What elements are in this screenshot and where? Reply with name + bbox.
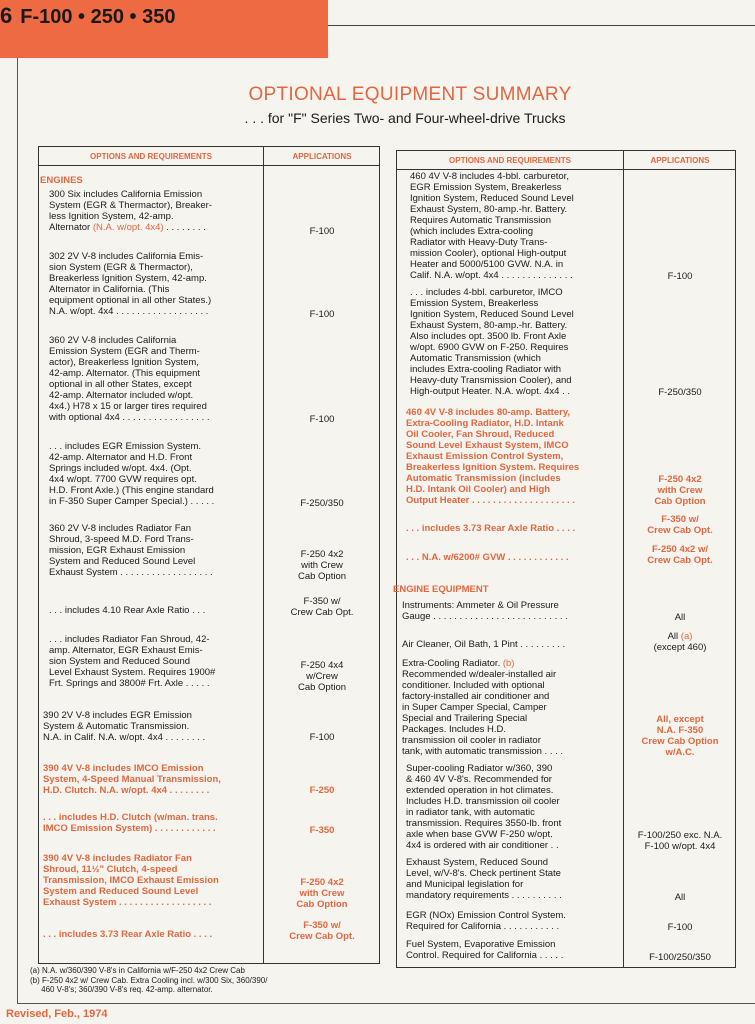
table-row-option: Air Cleaner, Oil Bath, 1 Pint . . . . . . . . . bbox=[402, 639, 566, 650]
table-row-option: . . . N.A. w/6200# GVW . . . . . . . . . . . . bbox=[406, 552, 569, 563]
frame-left-rule bbox=[17, 58, 18, 1004]
table-row-application: F-350 w/ Crew Cab Opt. bbox=[289, 920, 355, 942]
table-row-application: F-100 bbox=[667, 271, 693, 282]
page-title: OPTIONAL EQUIPMENT SUMMARY bbox=[248, 84, 572, 105]
table-row-option: Fuel System, Evaporative Emission Control. Required for California . . . . . bbox=[406, 939, 564, 961]
table-row-option: . . . includes 3.73 Rear Axle Ratio . . . . bbox=[406, 523, 576, 534]
header-rule bbox=[328, 25, 755, 26]
page-header bbox=[0, 3, 175, 29]
right-table bbox=[393, 150, 736, 968]
table-row-application: F-250 4x2 with Crew Cab Option bbox=[654, 474, 706, 507]
table-row-application: F-100 bbox=[667, 922, 693, 933]
table-row-option: Extra-Cooling Radiator. (b) Recommended w/dealer-installed air conditioner. Included with optional factory-installed air conditioner and in Super Camper Special, Camper Special and Trailering Special Packages. Includes H.D. transmission oil cooler in radiator tank, with automatic transmission . . . . bbox=[402, 658, 564, 757]
table-row-application: F-250 4x2 w/ Crew Cab Opt. bbox=[647, 544, 713, 566]
table-row-option: 390 4V V-8 includes Radiator Fan Shroud, 11½" Clutch, 4-speed Transmission, IMCO Exhaust Emission System and Reduced Sound Level Exhaust System . . . . . . . . . . . . . . . . . . bbox=[43, 853, 219, 908]
table-row-option: . . . includes H.D. Clutch (w/man. trans. IMCO Emission System) . . . . . . . . . . . . bbox=[43, 812, 218, 834]
table-row-application: F-100/250/350 bbox=[649, 952, 711, 963]
table-row-option: Super-cooling Radiator w/360, 390 & 460 4V V-8's. Recommended for extended operation in hot climates. Includes H.D. transmission oil cooler in radiator tank, with automatic transmission. Requires 3550-lb. front axle when base GVW F-250 w/opt. 4x4 is ordered with air conditioner . . bbox=[406, 763, 562, 851]
table-row-application: F-250 bbox=[309, 785, 335, 796]
table-row-application: All bbox=[674, 612, 686, 623]
page-number: 6 bbox=[0, 3, 13, 28]
table-row-option: . . . includes 4.10 Rear Axle Ratio . . . bbox=[49, 605, 206, 616]
revision-date: Revised, Feb., 1974 bbox=[6, 1008, 108, 1020]
table-row-application: F-100/250 exc. N.A. F-100 w/opt. 4x4 bbox=[637, 830, 723, 852]
table-row-application: F-250/350 bbox=[300, 498, 344, 509]
table-row-application: F-350 w/ Crew Cab Opt. bbox=[290, 596, 354, 618]
left-col-header-applications: APPLICATIONS bbox=[292, 152, 352, 161]
table-row-option: . . . includes EGR Emission System. 42-amp. Alternator and H.D. Front Springs included w/opt. 4x4. (Opt. 4x4 w/opt. 7700 GVW requires opt. H.D. Front Axle.) (This engine standard in F-350 Super Camper Special.) . . . . . bbox=[49, 441, 215, 507]
table-row-option: Exhaust System, Reduced Sound Level, w/V-8's. Check pertinent State and Municipal legislation for mandatory requirements . . . . . . . . . . bbox=[406, 857, 562, 901]
table-row-option: 300 Six includes California Emission System (EGR & Thermactor), Breaker- less Ignition System, 42-amp. Alternator (N.A. w/opt. 4x4) . . . . . . . . bbox=[49, 189, 212, 233]
table-row-option: . . . includes Radiator Fan Shroud, 42- amp. Alternator, EGR Exhaust Emis- sion System and Reduced Sound Level Exhaust System. Requires 1900# Frt. Springs and 3800# Frt. Axle . . . . . bbox=[49, 634, 216, 689]
table-row-option: Instruments: Ammeter & Oil Pressure Gauge . . . . . . . . . . . . . . . . . . . . . . . . . . bbox=[402, 600, 568, 622]
table-row-option: . . . includes 4-bbl. carburetor, IMCO Emission System, Breakerless Ignition System, Reduced Sound Level Exhaust System, 80-amp.-hr. Battery. Also includes opt. 3500 lb. Front Axle w/opt. 6900 GVW on F-250. Requires Automatic Transmission (which includes Extra-cooling Radiator with Heavy-duty Transmission Cooler), and High-output Heater. N.A. w/opt. 4x4 . . bbox=[410, 287, 574, 397]
table-row-application: F-100 bbox=[309, 414, 335, 425]
right-col-header-options: OPTIONS AND REQUIREMENTS bbox=[449, 156, 571, 165]
table-row-application: F-100 bbox=[309, 732, 335, 743]
left-table bbox=[38, 146, 380, 964]
table-row-application: F-100 bbox=[309, 226, 335, 237]
footnote-b: (b) F-250 4x2 w/ Crew Cab. Extra Cooling incl. w/300 Six, 360/390/ 460 V-8's; 360/390 V-8's req. 42-amp. alternator. bbox=[30, 976, 268, 994]
frame-bottom-rule bbox=[17, 1003, 755, 1004]
table-row-option: EGR (NOx) Emission Control System. Required for California . . . . . . . . . . . bbox=[406, 910, 566, 932]
section-engine-equipment: ENGINE EQUIPMENT bbox=[393, 584, 489, 595]
table-row-option: 360 2V V-8 includes Radiator Fan Shroud, 3-speed M.D. Ford Trans- mission, EGR Exhaust Emission System and Reduced Sound Level Exhaust System . . . . . . . . . . . . . . . . . . bbox=[49, 523, 213, 578]
table-row-application: F-250 4x2 with Crew Cab Option bbox=[296, 877, 348, 910]
table-row-application: F-250 4x2 with Crew Cab Option bbox=[297, 549, 347, 582]
table-row-application: F-350 bbox=[309, 825, 335, 836]
table-row-application: All (a) (except 460) bbox=[653, 631, 707, 653]
table-row-application: F-100 bbox=[309, 309, 335, 320]
table-row-application: F-250/350 bbox=[658, 387, 702, 398]
table-row-application: F-250 4x4 w/Crew Cab Option bbox=[297, 660, 347, 693]
left-col-header-options: OPTIONS AND REQUIREMENTS bbox=[90, 152, 212, 161]
table-row-application: All, except N.A. F-350 Crew Cab Option w/A.C. bbox=[641, 714, 719, 758]
section-engines: ENGINES bbox=[40, 175, 83, 186]
table-row-option: 360 2V V-8 includes California Emission System (EGR and Therm- actor), Breakerless Ignition System, 42-amp. Alternator. (This equipment optional in all other States, except 42-amp. Alternator included w/opt. 4x4.) H78 x 15 or larger tires required with optional 4x4 . . . . . . . . . . . . . . . . . bbox=[49, 335, 210, 423]
model-list: F-100 • 250 • 350 bbox=[20, 6, 176, 28]
table-row-application: All bbox=[674, 892, 686, 903]
table-row-option: 460 4V V-8 includes 80-amp. Battery, Extra-Cooling Radiator, H.D. Intank Oil Cooler, Fan Shroud, Reduced Sound Level Exhaust System, IMCO Exhaust Emission Control System, Breakerless Ignition System. Requires Automatic Transmission (includes H.D. Intank Oil Cooler) and High Output Heater . . . . . . . . . . . . . . . . . . . . bbox=[406, 407, 580, 506]
table-row-option: . . . includes 3.73 Rear Axle Ratio . . . . bbox=[43, 929, 213, 940]
footnote-a: (a) N.A. w/360/390 V-8's in California w/F-250 4x2 Crew Cab bbox=[30, 966, 245, 975]
table-row-option: 460 4V V-8 includes 4-bbl. carburetor, EGR Emission System, Breakerless Ignition System, Reduced Sound Level Exhaust System, 80-amp.-hr. Battery. Requires Automatic Transmission (which includes Extra-cooling Radiator with Heavy-Duty Trans- mission Cooler), optional High-output Heater and 5000/5100 GVW. N.A. in Calif. N.A. w/opt. 4x4 . . . . . . . . . . . . . . bbox=[410, 171, 574, 281]
table-row-option: 390 4V V-8 includes IMCO Emission System, 4-Speed Manual Transmission, H.D. Clutch. N.A. w/opt. 4x4 . . . . . . . . bbox=[43, 763, 221, 796]
page-subtitle: . . . for "F" Series Two- and Four-wheel-drive Trucks bbox=[244, 110, 566, 126]
table-row-option: 390 2V V-8 includes EGR Emission System & Automatic Transmission. N.A. in Calif. N.A. w/opt. 4x4 . . . . . . . . bbox=[43, 710, 206, 743]
right-col-header-applications: APPLICATIONS bbox=[650, 156, 710, 165]
table-row-option: 302 2V V-8 includes California Emis- sion System (EGR & Thermactor), Breakerless Ignition System, 42-amp. Alternator in California. (This equipment optional in all other States.) N.A. w/opt. 4x4 . . . . . . . . . . . . . . . . . . bbox=[49, 251, 212, 317]
table-row-application: F-350 w/ Crew Cab Opt. bbox=[647, 514, 713, 536]
